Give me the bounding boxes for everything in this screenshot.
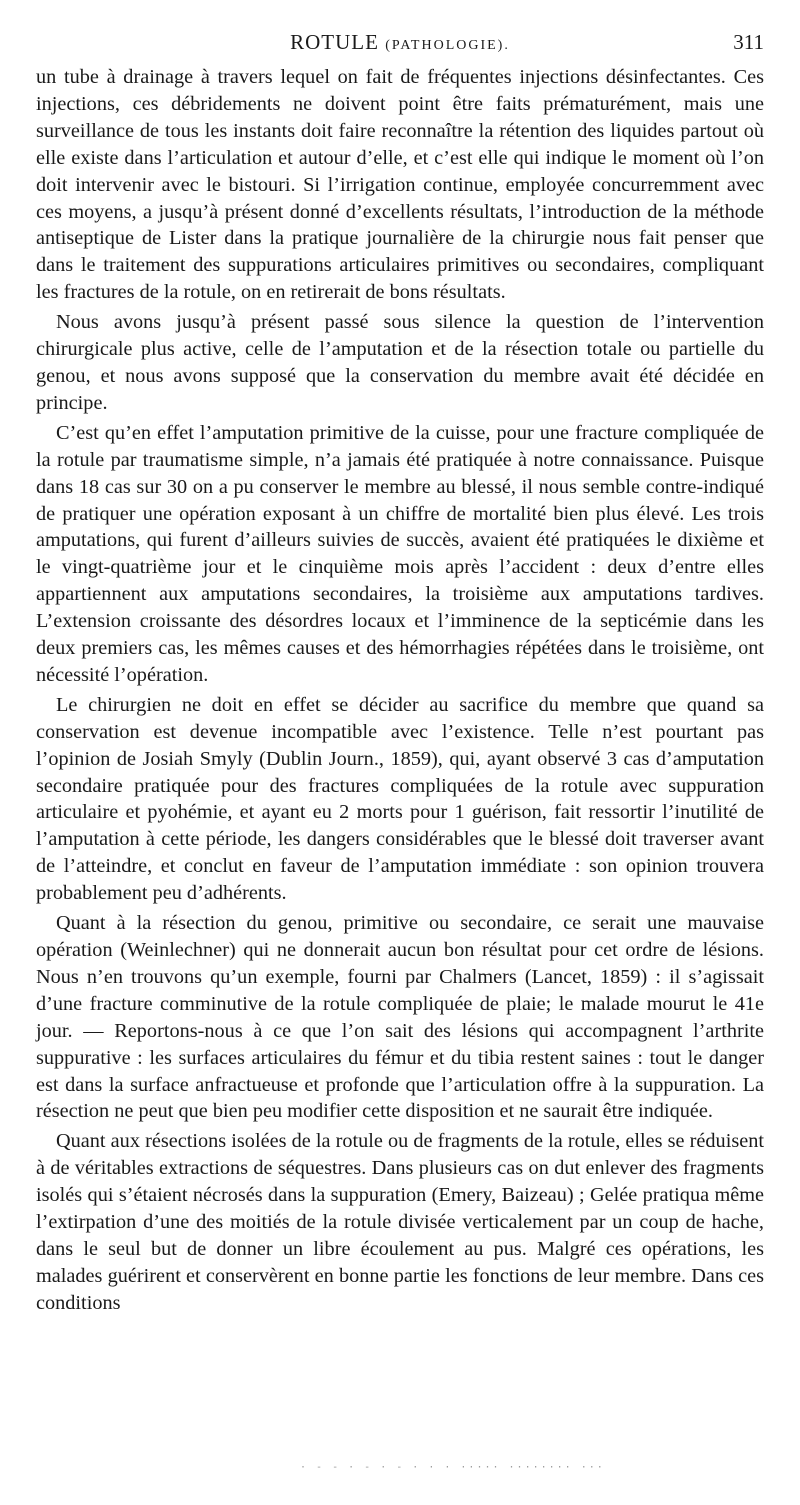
- body-text: [36, 64, 764, 1317]
- paragraph-resection-genou: Quant à la résection du genou, primitive ou secondaire, ce serait une mauvaise opération (Weinlechner) qui ne donnerait aucun bon résultat pour cet ordre de lésions. Nous n’en trouvons qu’un exemple, fourni par Chalmers (Lancet, 1859) : il s’agissait d’une fracture comminutive de la rotule compliquée de plaie; le malade mourut le 41e jour. — Reportons-nous à ce que l’on sait des lésions qui accompagnent l’arthrite suppurative : les surfaces articulaires du fémur et du tibia restent saines : tout le danger est dans la surface anfractueuse et profonde que l’articulation offre à la suppuration. La résection ne peut que bien peu modifier cette disposition et ne saurait être indiquée.: [36, 912, 764, 1123]
- running-title-main: ROTULE: [290, 30, 379, 54]
- paragraph-continued: un tube à drainage à travers lequel on fait de fréquentes injections désinfectantes. Ces injections, ces débridements ne doivent point être faits prématurément, mais une surveillance de tous les instants doit faire reconnaître la rétention des liquides partout où elle existe dans l’articulation et autour d’elle, et c’est elle qui indique le moment où l’on doit intervenir avec le bistouri. Si l’irrigation continue, employée concurremment avec ces moyens, a jusqu’à présent donné d’excellents résultats, l’introduction de la méthode antiseptique de Lister dans la pratique journalière de la chirurgie nous fait penser que dans le traitement des suppurations articulaires primitives ou secondaires, compliquant les fractures de la rotule, on en retirerait de bons résultats.: [36, 66, 764, 304]
- paragraph-amputation: C’est qu’en effet l’amputation primitive de la cuisse, pour une fracture compliquée de la rotule par traumatisme simple, n’a jamais été pratiquée à notre connaissance. Puisque dans 18 cas sur 30 on a pu conserver le membre au blessé, il nous semble contre-indiqué de pratiquer une opération exposant à un chiffre de mortalité bien plus élevé. Les trois amputations, qui furent d’ailleurs suivies de succès, avaient été pratiquées le dixième et le vingt-quatrième jour et le cinquième mois après l’accident : deux d’entre elles appartiennent aux amputations secondaires, la troisième aux amputations tardives. L’extension croissante des désordres locaux et l’imminence de la septicémie dans les deux premiers cas, les mêmes causes et des hémorrhagies répétées dans le troisième, ont nécessité l’opération.: [36, 421, 764, 686]
- paragraph-intervention: Nous avons jusqu’à présent passé sous silence la question de l’intervention chirurgicale plus active, celle de l’amputation et de la résection totale ou partielle du genou, et nous avons supposé que la conservation du membre avait été décidée en principe.: [36, 311, 764, 414]
- page-header: [36, 30, 764, 60]
- paragraph-smyly: Le chirurgien ne doit en effet se décider au sacrifice du membre que quand sa conservation est devenue incompatible avec l’existence. Telle n’est pourtant pas l’opinion de Josiah Smyly (Dublin Journ., 1859), qui, ayant observé 3 cas d’amputation secondaire pratiquée pour des fractures compliquées de la rotule avec suppuration articulaire et pyohémie, et ayant eu 2 morts pour 1 guérison, fait ressortir l’inutilité de l’amputation à cette période, les dangers considérables que le blessé doit traverser avant de l’atteindre, et conclut en faveur de l’amputation immédiate : son opinion trouvera probablement peu d’adhérents.: [36, 693, 764, 905]
- paragraph-resections-rotule: Quant aux résections isolées de la rotule ou de fragments de la rotule, elles se réduisent à de véritables extractions de séquestres. Dans plusieurs cas on dut enlever des fragments isolés qui s’étaient nécrosés dans la suppuration (Emery, Baizeau) ; Gelée pratiqua même l’extirpation d’une des moitiés de la rotule divisée verticalement par un coup de hache, dans le seul but de donner un libre écoulement au pus. Malgré ces opérations, les malades guérirent et conservèrent en bonne partie les fonctions de leur membre. Dans ces conditions: [36, 1130, 764, 1314]
- footer-print-specks: · - - · - · - · · · ····· ········ ···: [300, 1462, 605, 1473]
- page-number: 311: [733, 30, 764, 54]
- running-title-sub: (PATHOLOGIE).: [385, 38, 510, 53]
- running-title: [36, 30, 764, 55]
